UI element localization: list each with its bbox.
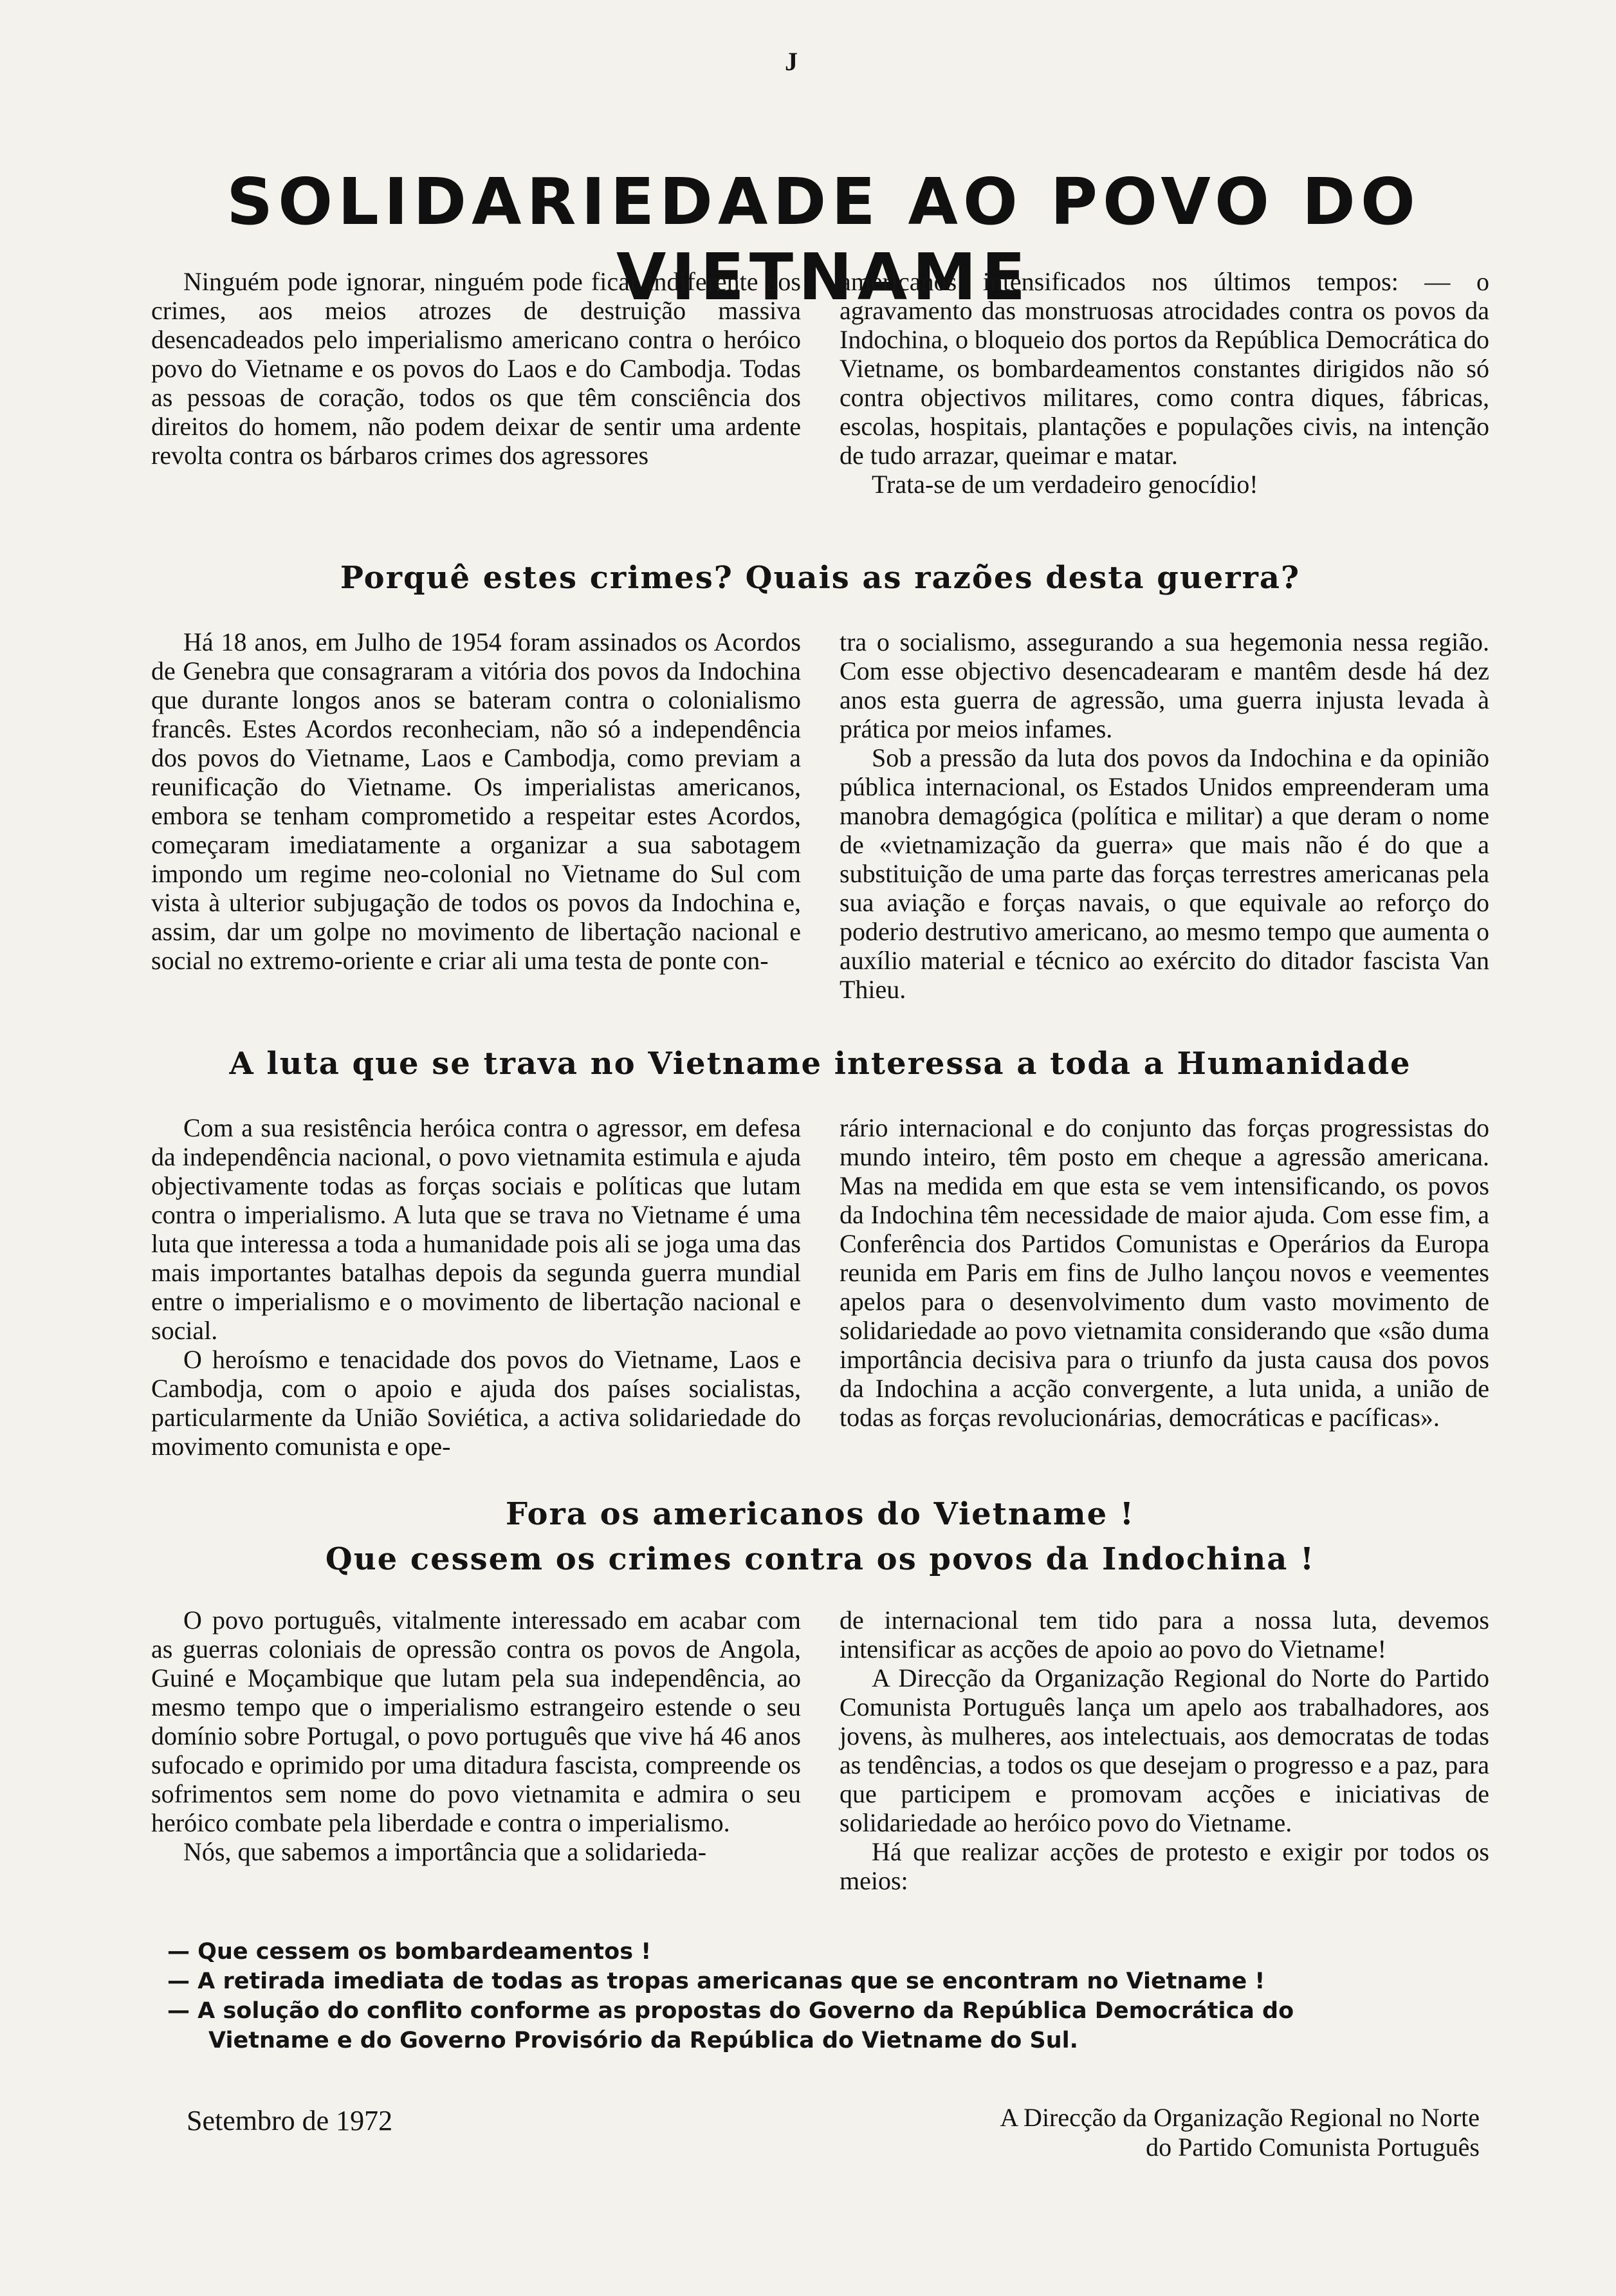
appeal-left-column [151, 1606, 801, 1895]
demand-item: — A retirada imediata de todas as tropas americanas que se encontram no Vietname ! [167, 1968, 1265, 1994]
causes-section [151, 627, 1489, 1004]
paragraph: Ninguém pode ignorar, ninguém pode ficar indiferente aos crimes, aos meios atrozes de destruição massiva desencadeados pelo imperialismo americano contra o heróico povo do Vietname e os povos do Laos e do Cambodja. Todas as pessoas de coração, todos os que têm consciência dos direitos do homem, não podem deixar de sentir uma ardente revolta contra os bárbaros crimes dos agressores [151, 267, 801, 470]
demand-item: — A solução do conflito conforme as propostas do Governo da República Democrática do Vietname e do Governo Provisório da República do Vietname do Sul. [167, 1998, 1294, 2053]
section-heading-humanity: A luta que se trava no Vietname interessa a toda a Humanidade [229, 1046, 1411, 1082]
causes-right-column [840, 627, 1489, 1004]
paragraph: Com a sua resistência heróica contra o agressor, em defesa da independência nacional, o povo vietnamita estimula e ajuda objectivamente todas as forças sociais e políticas que lutam contra o imperialismo. A luta que se trava no Vietname é uma luta que interessa a toda a humanidade pois ali se joga uma das mais importantes batalhas depois da segunda guerra mundial entre o imperialismo e o movimento de libertação nacional e social. [151, 1113, 801, 1345]
page-mark: J [785, 47, 798, 76]
signature-line: do Partido Comunista Português [1146, 2133, 1480, 2162]
humanity-right-column [840, 1113, 1489, 1461]
appeal-right-column [840, 1606, 1489, 1895]
humanity-section [151, 1113, 1489, 1461]
demands-list [167, 1937, 1422, 2055]
signature [836, 2103, 1480, 2162]
paragraph: A Direcção da Organização Regional do Norte do Partido Comunista Português lança um apelo aos trabalhadores, aos jovens, às mulheres, aos intelectuais, aos democratas de todas as tendências, a todos os que desejam o progresso e a paz, para que participem e promovam acções e iniciativas de solidariedade ao heróico povo do Vietname. [840, 1663, 1489, 1837]
section-heading-crimes: Que cessem os crimes contra os povos da Indochina ! [325, 1541, 1316, 1577]
paragraph: de internacional tem tido para a nossa luta, devemos intensificar as acções de apoio ao povo do Vietname! [840, 1606, 1489, 1663]
intro-right-column [840, 267, 1489, 499]
paragraph: O povo português, vitalmente interessado em acabar com as guerras coloniais de opressão contra os povos de Angola, Guiné e Moçambique que lutam pela sua independência, ao mesmo tempo que o imperialismo estrangeiro estende o seu domínio sobre Portugal, o povo português que vive há 46 anos sufocado e oprimido por uma ditadura fascista, compreende os sofrimentos sem nome do povo vietnamita e admira o seu heróico combate pela liberdade e contra o imperialismo. [151, 1606, 801, 1837]
paragraph: Sob a pressão da luta dos povos da Indochina e da opinião pública internacional, os Estados Unidos empreenderam uma manobra demagógica (política e militar) a que deram o nome de «vietnamização da guerra» que mais não é do que a substituição de uma parte das forças terrestres americanas pela sua aviação e forças navais, o que equivale ao reforço do poderio destrutivo americano, ao mesmo tempo que aumenta o auxílio material e técnico ao exército do ditador fascista Van Thieu. [840, 743, 1489, 1004]
document-title: SOLIDARIEDADE AO POVO DO VIETNAME [226, 164, 1420, 315]
date: Setembro de 1972 [187, 2105, 393, 2136]
paragraph: rário internacional e do conjunto das forças progressistas do mundo inteiro, têm posto em cheque a agressão americana. Mas na medida em que esta se vem intensificando, os povos da Indochina têm necessidade de maior ajuda. Com esse fim, a Conferência dos Partidos Comunistas e Operários da Europa reunida em Paris em fins de Julho lançou novos e veementes apelos para o desenvolvimento dum vasto movimento de solidariedade ao povo vietnamita considerando que «são duma importância decisiva para o triunfo da justa causa dos povos da Indochina a acção convergente, a luta unida, a união de todas as forças revolucionárias, democráticas e pacíficas». [840, 1113, 1489, 1432]
section-heading-out: Fora os americanos do Vietname ! [506, 1496, 1135, 1532]
paragraph: Há que realizar acções de protesto e exigir por todos os meios: [840, 1837, 1489, 1895]
section-heading-causes: Porquê estes crimes? Quais as razões desta guerra? [340, 560, 1301, 596]
intro-left-column [151, 267, 801, 499]
paragraph: Trata-se de um verdadeiro genocídio! [872, 470, 1258, 499]
paragraph: americanos intensificados nos últimos tempos: — o agravamento das monstruosas atrocidades contra os povos da Indochina, o bloqueio dos portos da República Democrática do Vietname, os bombardeamentos constantes dirigidos não só contra objectivos militares, como contra diques, fábricas, escolas, hospitais, plantações e populações civis, na intenção de tudo arrazar, queimar e matar. [840, 267, 1489, 470]
causes-left-column [151, 627, 801, 1004]
paragraph: tra o socialismo, assegurando a sua hegemonia nessa região. Com esse objectivo desencadearam e mantêm desde há dez anos esta guerra de agressão, uma guerra injusta levada à prática por meios infames. [840, 627, 1489, 743]
signature-line: A Direcção da Organização Regional no Norte [1000, 2103, 1480, 2132]
humanity-left-column [151, 1113, 801, 1461]
demand-item: — Que cessem os bombardeamentos ! [167, 1939, 652, 1965]
intro-section [151, 267, 1489, 499]
appeal-section [151, 1606, 1489, 1895]
paragraph: Há 18 anos, em Julho de 1954 foram assinados os Acordos de Genebra que consagraram a vitória dos povos da Indochina que durante longos anos se bateram contra o colonialismo francês. Estes Acordos reconheciam, não só a independência dos povos do Vietname, Laos e Cambodja, como previam a reunificação do Vietname. Os imperialistas americanos, embora se tenham comprometido a respeitar estes Acordos, começaram imediatamente a organizar a sua sabotagem impondo um regime neo-colonial no Vietname do Sul com vista à ulterior subjugação de todos os povos da Indochina e, assim, dar um golpe no movimento de libertação nacional e social no extremo-oriente e criar ali uma testa de ponte con- [151, 627, 801, 975]
paragraph: O heroísmo e tenacidade dos povos do Vietname, Laos e Cambodja, com o apoio e ajuda dos países socialistas, particularmente da União Soviética, a activa solidariedade do movimento comunista e ope- [151, 1345, 801, 1461]
paragraph: Nós, que sabemos a importância que a solidarieda- [183, 1837, 707, 1866]
